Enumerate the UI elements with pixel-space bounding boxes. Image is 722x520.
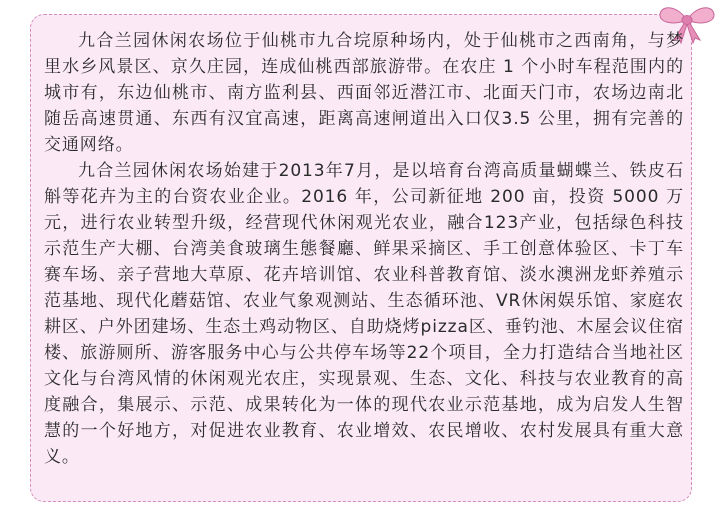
paragraph: 九合兰园休闲农场位于仙桃市九合垸原种场内，处于仙桃市之西南角，与梦里水乡风景区、京久庄园，连成仙桃西部旅游带。在农庄 1 个小时车程范围内的城市有，东边仙桃市、南方监利县、西面邻近潜江市、北面天门市，农场边南北随岳高速贯通、东西有汉宜高速，距离高速闸道出入口仅3.5 公里，拥有完善的交通网络。 — [44, 31, 684, 155]
paragraph: 九合兰园休闲农场始建于2013年7月，是以培育台湾高质量蝴蝶兰、铁皮石斛等花卉为主的台资农业企业。2016 年，公司新征地 200 亩，投资 5000 万元，进行农业转型升级，经营现代休闲观光农业，融合123产业，包括绿色科技示范生产大棚、台湾美食玻璃生態餐廳、鲜果采摘区、手工创意体验区、卡丁车赛车场、亲子营地大草原、花卉培训馆、农业科普教育馆、淡水澳洲龙虾养殖示范基地、现代化蘑菇馆、农业气象观测站、生态循环池、VR休闲娱乐馆、家庭农耕区、户外团建场、生态土鸡动物区、自助烧烤pizza区、垂钓池、木屋会议住宿楼、旅游厕所、游客服务中心与公共停车场等22个项目，全力打造结合当地社区文化与台湾风情的休闲观光农庄，实现景观、生态、文化、科技与农业教育的高度融合，集展示、示范、成果转化为一体的现代农业示范基地，成为启发人生智慧的一个好地方，对促进农业教育、农业增效、农民增收、农村发展具有重大意义。 — [44, 161, 684, 467]
article-body — [44, 28, 684, 470]
